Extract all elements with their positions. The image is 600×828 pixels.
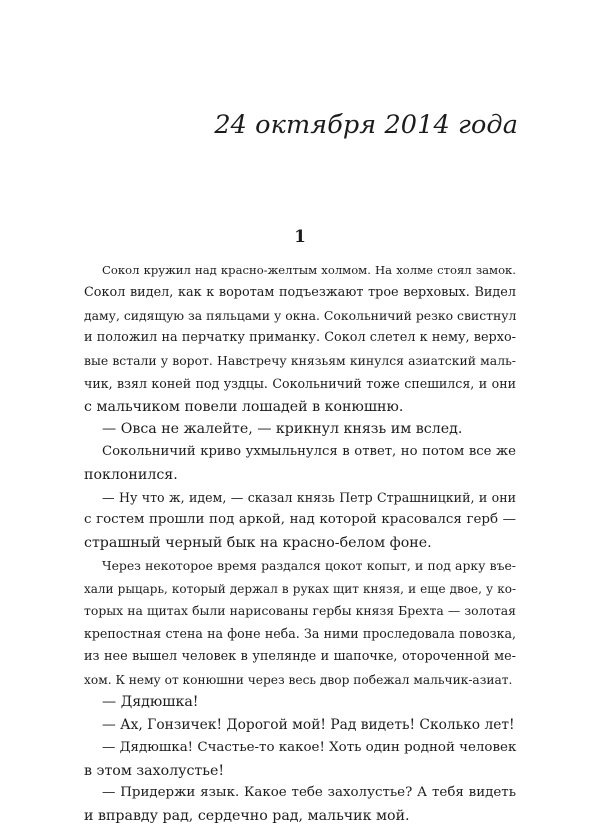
paragraph: [84, 418, 516, 441]
text-line: торых на щитах были нарисованы гербы князя Брехта — золотая: [84, 603, 516, 619]
text-line: Сокол кружил над красно-желтым холмом. На холме стоял замок.: [102, 263, 516, 277]
text-line: крепостная стена на фоне неба. За ними проследовала повозка,: [84, 626, 516, 641]
text-line: вые встали у ворот. Навстречу князьям кинулся азиатский маль-: [84, 353, 516, 368]
paragraph: [84, 555, 516, 692]
text-line: с гостем прошли под аркой, над которой красовался герб —: [84, 512, 516, 528]
text-line: — Придержи язык. Какое тебе захолустье? А тебя видеть: [102, 785, 516, 801]
paragraph: [84, 782, 516, 828]
text-line: Сокольничий криво ухмыльнулся в ответ, но потом все же: [102, 444, 516, 459]
text-line: даму, сидящую за пяльцами у окна. Сокольничий резко свистнул: [84, 307, 517, 323]
text-line: хали рыцарь, который держал в руках щит князя, и еще двое, у ко-: [84, 581, 516, 596]
body-text: [84, 259, 516, 828]
paragraph: [84, 737, 516, 783]
text-line: и положил на перчатку приманку. Сокол слетел к нему, верхо-: [84, 330, 516, 346]
text-line: с мальчиком повели лошадей в конюшню.: [84, 398, 404, 415]
paragraph: [84, 691, 516, 714]
text-line: — Ах, Гонзичек! Дорогой мой! Рад видеть! Сколько лет!: [102, 717, 515, 733]
paragraph: [84, 487, 516, 555]
text-line: — Ну что ж, идем, — сказал князь Петр Страшницкий, и они: [102, 489, 516, 505]
text-line: — Дядюшка! Счастье-то какое! Хоть один родной человек: [102, 739, 517, 755]
text-line: и вправду рад, сердечно рад, мальчик мой.: [84, 808, 410, 824]
text-line: из нее вышел человек в упелянде и шапочке, отороченной ме-: [84, 648, 516, 664]
paragraph: [84, 714, 516, 737]
paragraph: [84, 259, 516, 418]
text-line: Через некоторое время раздался цокот копыт, и под арку въе-: [102, 557, 516, 573]
text-line: страшный черный бык на красно-белом фоне.: [84, 535, 432, 551]
text-line: Сокол видел, как к воротам подъезжают трое верховых. Видел: [84, 284, 516, 300]
text-line: — Овса не жалейте, — крикнул князь им вслед.: [102, 421, 463, 438]
text-line: — Дядюшка!: [102, 694, 199, 711]
text-line: в этом захолустье!: [84, 762, 225, 779]
paragraph: [84, 441, 516, 487]
chapter-number: 1: [294, 227, 306, 247]
text-line: чик, взял коней под уздцы. Сокольничий тоже спешился, и они: [84, 375, 516, 391]
date-heading: 24 октября 2014 года: [214, 110, 518, 140]
text-line: поклонился.: [84, 466, 178, 483]
text-line: хом. К нему от конюшни через весь двор побежал мальчик-азиат.: [84, 672, 513, 687]
